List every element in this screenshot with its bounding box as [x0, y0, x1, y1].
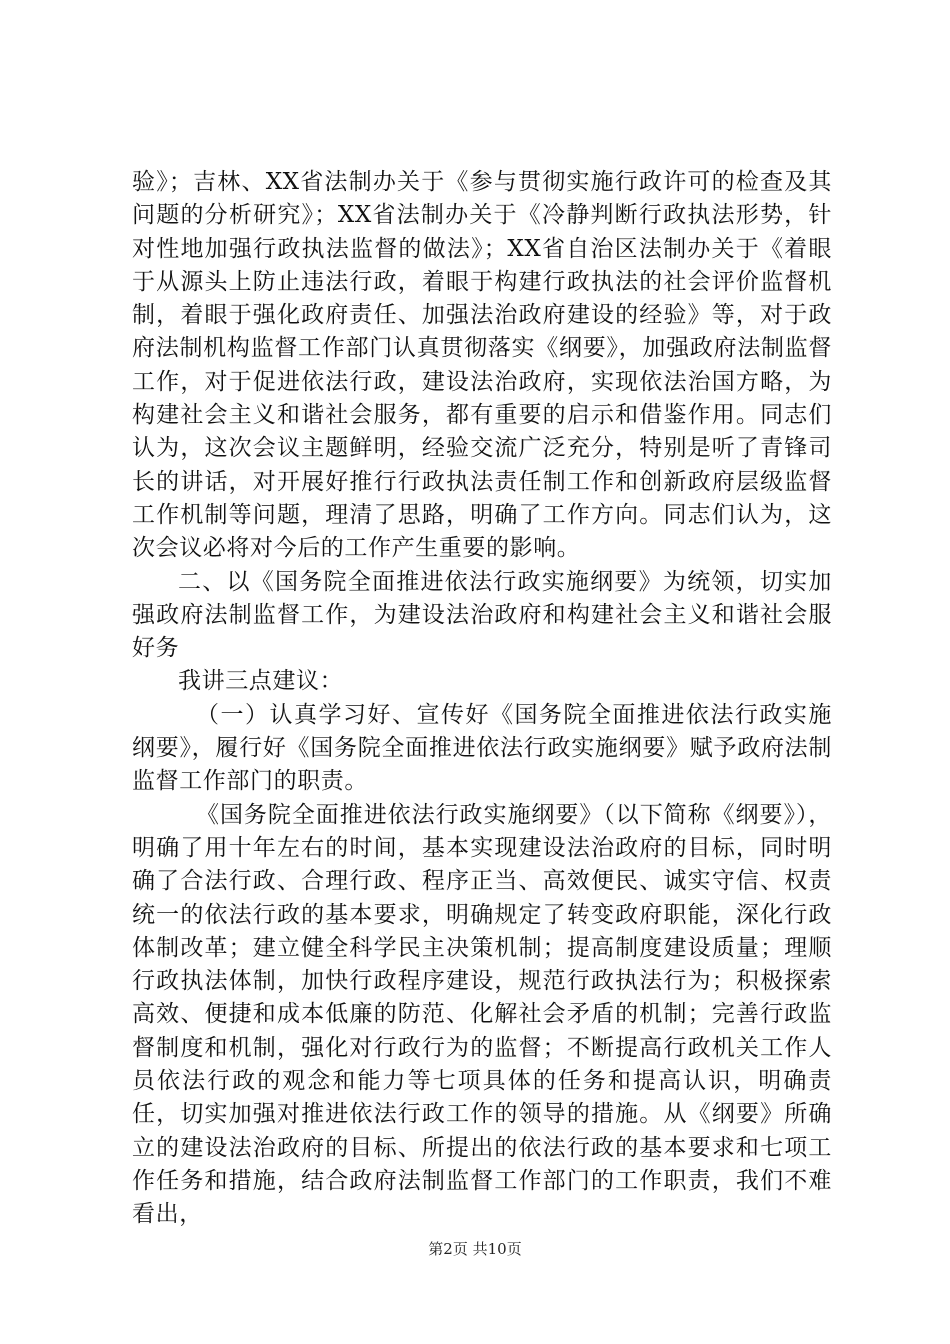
paragraph-body: 《国务院全面推进依法行政实施纲要》（以下简称《纲要》），明确了用十年左右的时间，基本实现建设法治政府的目标，同时明确了合法行政、合理行政、程序正当、高效便民、诚实守信、权责统一的依法行政的基本要求，明确规定了转变政府职能，深化行政体制改革；建立健全科学民主决策机制；提高制度建设质量；理顺行政执法体制，加快行政程序建设，规范行政执法行为；积极探索高效、便捷和成本低廉的防范、化解社会矛盾的机制；完善行政监督制度和机制，强化对行政行为的监督；不断提高行政机关工作人员依法行政的观念和能力等七项具体的任务和提高认识，明确责任，切实加强对推进依法行政工作的领导的措施。从《纲要》所确立的建设法治政府的目标、所提出的依法行政的基本要求和七项工作任务和措施，结合政府法制监督工作部门的工作职责，我们不难看出， — [132, 801, 832, 1228]
paragraph-section-heading: 二、以《国务院全面推进依法行政实施纲要》为统领，切实加强政府法制监督工作，为建设法治政府和构建社会主义和谐社会服好务 — [132, 568, 832, 662]
paragraph-intro: 我讲三点建议： — [178, 668, 344, 695]
paragraph-subheading: （一）认真学习好、宣传好《国务院全面推进依法行政实施纲要》，履行好《国务院全面推进依法行政实施纲要》赋予政府法制监督工作部门的职责。 — [132, 701, 832, 795]
page-number-footer: 第2页 共10页 — [428, 1240, 522, 1258]
paragraph-continuation: 验》；吉林、XX省法制办关于《参与贯彻实施行政许可的检查及其问题的分析研究》；XX省法制办关于《冷静判断行政执法形势，针对性地加强行政执法监督的做法》；XX省自治区法制办关于《着眼于从源头上防止违法行政，着眼于构建行政执法的社会评价监督机制，着眼于强化政府责任、加强法治政府建设的经验》等，对于政府法制机构监督工作部门认真贯彻落实《纲要》，加强政府法制监督工作，对于促进依法行政，建设法治政府，实现依法治国方略，为构建社会主义和谐社会服务，都有重要的启示和借鉴作用。同志们认为，这次会议主题鲜明，经验交流广泛充分，特别是听了青锋司长的讲话，对开展好推行行政执法责任制工作和创新政府层级监督工作机制等问题，理清了思路，明确了工作方向。同志们认为，这次会议必将对今后的工作产生重要的影响。 — [132, 169, 832, 562]
document-body — [132, 166, 832, 1232]
